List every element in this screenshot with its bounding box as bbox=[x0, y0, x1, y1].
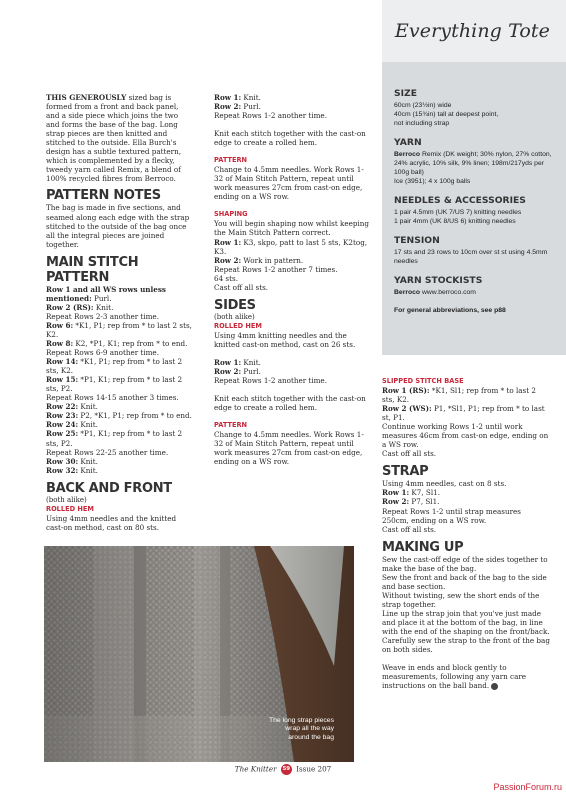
main-stitch-row-text: Knit. bbox=[78, 420, 98, 430]
ssb-row-2-text: P1, *Sl1, P1; rep from * to last st, P1. bbox=[382, 404, 545, 423]
yarn-heading: YARN bbox=[394, 137, 422, 148]
strap-row-2-label: Row 2: bbox=[382, 497, 410, 507]
sides-row-1-label: Row 1: bbox=[214, 357, 242, 367]
column-1 bbox=[46, 93, 192, 532]
back-front-text: Using 4mm needles and the knitted cast-on method, cast on 80 sts. bbox=[46, 513, 177, 532]
shaping-text: You will begin shaping now whilst keeping the Main Stitch Pattern correct. bbox=[214, 219, 370, 238]
main-stitch-row-label: Row 2 (RS): bbox=[46, 302, 94, 312]
column-3 bbox=[382, 377, 550, 690]
info-panel bbox=[382, 62, 566, 355]
strap-row-2-text: P7, Sl1. bbox=[409, 497, 440, 507]
strap-repeat: Repeat Rows 1-2 until strap measures 250cm, ending on a WS row. bbox=[382, 506, 521, 525]
ssb-row-1-text: *K1, Sl1; rep from * to last 2 sts, K2. bbox=[382, 386, 536, 405]
main-stitch-row-text: *K1, P1; rep from * to last 2 sts, K2. bbox=[46, 357, 183, 376]
knitted-bag-photo bbox=[44, 546, 354, 762]
rolled-hem-heading-2: ROLLED HEM bbox=[214, 321, 262, 330]
main-stitch-row-text: Knit. bbox=[78, 456, 98, 466]
main-stitch-row-label: Row 32: bbox=[46, 465, 79, 475]
main-stitch-row-label: Row 23: bbox=[46, 411, 79, 421]
strap-cast-off: Cast off all sts. bbox=[382, 524, 437, 534]
watermark: PassionForum.ru bbox=[493, 782, 562, 792]
sides-row-2-label: Row 2: bbox=[214, 366, 242, 376]
issue-number: Issue 207 bbox=[296, 764, 332, 774]
shaping-row-1 bbox=[214, 238, 372, 256]
pattern-text-2: Change to 4.5mm needles. Work Rows 1-32 of Main Stitch Pattern, repeat until work measures 27cm from cast-on edge, ending on a WS row. bbox=[214, 430, 364, 467]
main-stitch-row bbox=[46, 393, 192, 402]
main-stitch-row bbox=[46, 448, 192, 457]
shaping-cast-off: Cast off all sts. bbox=[214, 282, 269, 292]
making-up-p5 bbox=[382, 663, 550, 690]
stockist-brand: Berroco bbox=[394, 289, 421, 296]
making-up-p4: Line up the strap join that you've just made and place it at the bottom of the bag, in line with the end of the shaping on the front/back. Carefully sew the strap to the front of the bag on both sides. bbox=[382, 608, 550, 655]
main-stitch-row-label: Row 6: bbox=[46, 320, 74, 330]
stockists-heading: YARN STOCKISTS bbox=[394, 275, 483, 286]
back-front-heading: BACK AND FRONT bbox=[46, 480, 172, 496]
rolled-hem-heading-1: ROLLED HEM bbox=[46, 504, 94, 513]
making-up-p5-text: Weave in ends and block gently to measurements, following any yarn care instructions on the ball band. bbox=[382, 663, 527, 691]
main-stitch-row-text: Purl. bbox=[91, 293, 112, 303]
shaping-repeat: Repeat Rows 1-2 another 7 times. bbox=[214, 264, 338, 274]
making-up-p3: Without twisting, sew the short ends of the strap together. bbox=[382, 590, 540, 609]
making-up-heading: MAKING UP bbox=[382, 539, 464, 555]
needles-line-1: 1 pair 4.5mm (UK 7/US 7) knitting needles bbox=[394, 209, 522, 216]
main-stitch-row bbox=[46, 402, 192, 411]
needles-line-2: 1 pair 4mm (UK 8/US 6) knitting needles bbox=[394, 218, 516, 225]
main-stitch-row-text: Knit. bbox=[93, 302, 114, 312]
ssb-row-1-label: Row 1 (RS): bbox=[382, 386, 430, 395]
page-title: Everything Tote bbox=[394, 20, 550, 42]
main-stitch-row-text: Repeat Rows 6-9 another time. bbox=[46, 348, 159, 358]
main-stitch-rows bbox=[46, 285, 192, 475]
making-up-p1: Sew the cast-off edge of the sides together to make the base of the bag. bbox=[382, 554, 548, 573]
sides-text: Using 4mm knitting needles and the knitted cast-on method, cast on 26 sts. bbox=[214, 330, 356, 349]
size-line-2: 40cm (15¾in) tall at deepest point, bbox=[394, 111, 499, 118]
intro-paragraph bbox=[46, 93, 192, 183]
main-stitch-row-label: Row 1 and all WS rows unless mentioned: bbox=[46, 284, 166, 303]
main-stitch-row bbox=[46, 348, 192, 357]
pattern-heading-1: PATTERN bbox=[214, 156, 248, 165]
yarn-text bbox=[394, 150, 556, 177]
sides-repeat: Repeat Rows 1-2 another time. bbox=[214, 375, 327, 385]
main-stitch-row-text: Repeat Rows 14-15 another 3 times. bbox=[46, 393, 179, 403]
main-stitch-row-label: Row 15: bbox=[46, 375, 79, 385]
main-stitch-row bbox=[46, 303, 192, 312]
pattern-notes-text: The bag is made in five sections, and seamed along each edge with the strap stitched to the outside of the bag once all the integral pieces are joined together. bbox=[46, 203, 190, 249]
main-stitch-row bbox=[46, 285, 192, 303]
needles-heading: NEEDLES & ACCESSORIES bbox=[394, 195, 526, 206]
pattern-notes-heading: PATTERN NOTES bbox=[46, 188, 161, 204]
main-stitch-row-text: Repeat Rows 2-3 another time. bbox=[46, 311, 159, 321]
main-stitch-row-text: Knit. bbox=[78, 402, 98, 412]
stockists-text bbox=[394, 288, 556, 297]
intro-text: sized bag is formed from a front and back panel, and a side piece which joins the two and forms the base of the bag. Long strap pieces are then knitted and stitched to the outside. Ella Burch's design has a subtle textured pattern, which is complemented by a flecky, tweedy yarn called Remix, a blend of 100% recycled fibres from Berroco. bbox=[46, 93, 182, 184]
page-number: 59 bbox=[281, 764, 292, 775]
main-stitch-row bbox=[46, 457, 192, 466]
end-mark-icon bbox=[491, 683, 498, 690]
ssb-row-2-label: Row 2 (WS): bbox=[382, 404, 432, 414]
sides-knit-each: Knit each stitch together with the cast-on edge to create a rolled hem. bbox=[214, 394, 366, 413]
size-line-3: not including strap bbox=[394, 120, 450, 127]
main-stitch-row-text: K2, *P1, K1; rep from * to end. bbox=[73, 338, 188, 348]
main-stitch-row-label: Row 24: bbox=[46, 420, 79, 430]
row-2-text: Purl. bbox=[241, 102, 261, 112]
tension-heading: TENSION bbox=[394, 235, 440, 246]
main-stitch-row bbox=[46, 466, 192, 475]
sides-sub: (both alike) bbox=[214, 312, 255, 321]
row-2 bbox=[214, 102, 372, 111]
repeat-rows: Repeat Rows 1-2 another time. bbox=[214, 111, 327, 121]
pattern-heading-2: PATTERN bbox=[214, 421, 248, 430]
shaping-row-1-label: Row 1: bbox=[214, 237, 242, 247]
row-1-label: Row 1: bbox=[214, 93, 242, 102]
stockist-url: www.berroco.com bbox=[420, 289, 476, 296]
yarn-desc: Remix (DK weight; 30% nylon, 27% cotton, 24% acrylic, 10% silk, 9% linen; 198m/217yds per 100g ball) bbox=[394, 151, 552, 176]
pattern-text-1: Change to 4.5mm needles. Work Rows 1-32 of Main Stitch Pattern, repeat until work measures 27cm from cast-on edge, ending on a WS row. bbox=[214, 165, 364, 202]
column-2 bbox=[214, 93, 372, 466]
sides-row-2 bbox=[214, 367, 372, 376]
intro-lead: THIS GENEROUSLY bbox=[46, 93, 127, 102]
strap-row-2 bbox=[382, 497, 550, 506]
shaping-row-2 bbox=[214, 256, 372, 265]
shaping-row-2-text: Work in pattern. bbox=[241, 255, 304, 265]
page-footer bbox=[0, 764, 566, 775]
ssb-continue: Continue working Rows 1-2 until work measures 46cm from cast-on edge, ending on a WS row. bbox=[382, 422, 549, 450]
main-stitch-row-text: *P1, K1; rep from * to last 2 sts, P2. bbox=[46, 429, 183, 448]
main-stitch-row-label: Row 14: bbox=[46, 357, 79, 367]
main-stitch-row bbox=[46, 429, 192, 447]
main-stitch-heading: MAIN STITCH PATTERN bbox=[46, 254, 139, 285]
sides-heading: SIDES bbox=[214, 297, 256, 313]
main-stitch-row-text: P2, *K1, P1; rep from * to end. bbox=[78, 411, 192, 421]
main-stitch-row-text: *K1, P1; rep from * to last 2 sts, K2. bbox=[46, 320, 192, 339]
main-stitch-row-label: Row 22: bbox=[46, 402, 79, 412]
size-line-1: 60cm (23½in) wide bbox=[394, 102, 452, 109]
main-stitch-row-label: Row 25: bbox=[46, 429, 79, 439]
strap-row-1-label: Row 1: bbox=[382, 488, 410, 498]
sides-row-1 bbox=[214, 358, 372, 367]
photo-caption: The long strap pieces wrap all the way around the bag bbox=[269, 716, 334, 741]
main-stitch-row bbox=[46, 312, 192, 321]
shaping-heading: SHAPING bbox=[214, 210, 248, 219]
main-stitch-row-text: Knit. bbox=[78, 465, 98, 475]
sides-row-2-text: Purl. bbox=[241, 366, 261, 376]
strap-text: Using 4mm needles, cast on 8 sts. bbox=[382, 479, 507, 489]
ssb-row-2 bbox=[382, 404, 550, 422]
main-stitch-row bbox=[46, 420, 192, 429]
main-stitch-row bbox=[46, 375, 192, 393]
main-stitch-row-text: Repeat Rows 22-25 another time. bbox=[46, 447, 169, 457]
main-stitch-row-label: Row 8: bbox=[46, 338, 74, 348]
abbreviations-note: For general abbreviations, see p88 bbox=[394, 307, 506, 314]
main-stitch-row bbox=[46, 357, 192, 375]
main-stitch-row bbox=[46, 411, 192, 420]
yarn-colour: Ice (3951); 4 x 100g balls bbox=[394, 178, 471, 185]
title-box bbox=[382, 0, 566, 62]
size-heading: SIZE bbox=[394, 88, 417, 99]
ssb-cast-off: Cast off all sts. bbox=[382, 449, 437, 459]
strap-row-1 bbox=[382, 488, 550, 497]
main-stitch-row bbox=[46, 339, 192, 348]
main-stitch-row-text: *P1, K1; rep from * to last 2 sts, P2. bbox=[46, 375, 183, 394]
sides-row-1-text: Knit. bbox=[241, 357, 261, 367]
tension-text: 17 sts and 23 rows to 10cm over st st using 4.5mm needles bbox=[394, 249, 548, 265]
ssb-row-1 bbox=[382, 386, 550, 404]
row-2-label: Row 2: bbox=[214, 102, 242, 112]
main-stitch-row bbox=[46, 321, 192, 339]
magazine-name: The Knitter bbox=[234, 764, 277, 774]
shaping-sts: 64 sts. bbox=[214, 273, 238, 283]
strap-row-1-text: K7, Sl1. bbox=[409, 488, 441, 498]
making-up-p2: Sew the front and back of the bag to the side and base section. bbox=[382, 572, 547, 591]
row-1-text: Knit. bbox=[241, 93, 261, 102]
row-1 bbox=[214, 93, 372, 102]
main-stitch-row-label: Row 30: bbox=[46, 456, 79, 466]
back-front-sub: (both alike) bbox=[46, 495, 87, 504]
shaping-row-1-text: K3, skpo, patt to last 5 sts, K2tog, K3. bbox=[214, 237, 368, 256]
strap-heading: STRAP bbox=[382, 464, 429, 480]
slipped-stitch-heading: SLIPPED STITCH BASE bbox=[382, 377, 464, 385]
knit-each-text: Knit each stitch together with the cast-on edge to create a rolled hem. bbox=[214, 129, 366, 148]
yarn-brand: Berroco bbox=[394, 151, 421, 158]
shaping-row-2-label: Row 2: bbox=[214, 255, 242, 265]
